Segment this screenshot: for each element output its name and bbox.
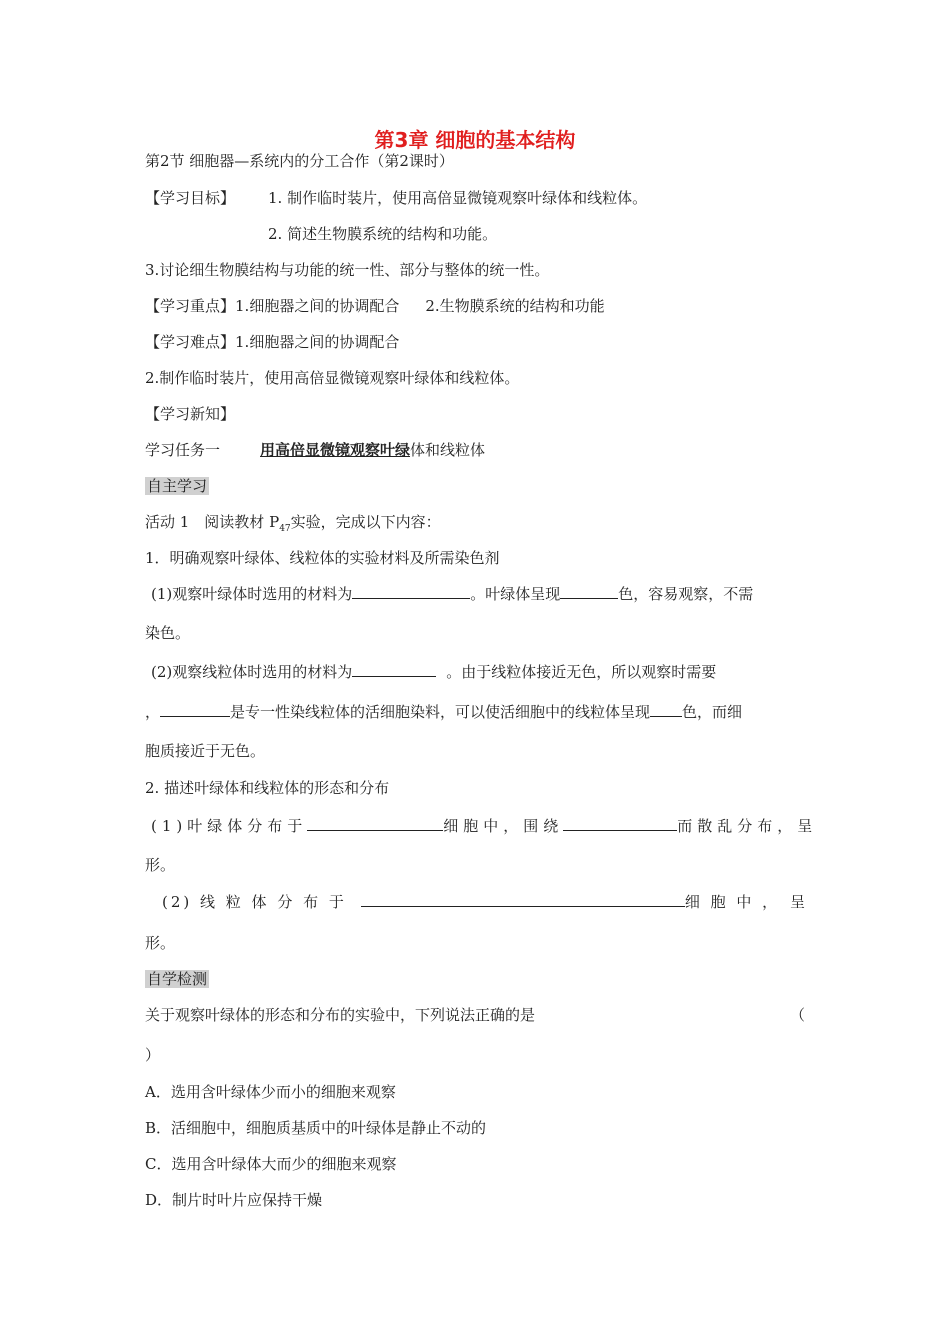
q1-p2-e: 色，而细 [682, 703, 743, 721]
q2-p2-row [162, 892, 780, 912]
blank-field[interactable] [307, 816, 443, 831]
q1-p2-row [151, 662, 716, 682]
objective-item-2: 2. 简述生物膜系统的结构和功能。 [268, 225, 498, 243]
q1-p2-c: ， [145, 703, 161, 721]
new-knowledge-heading: 【学习新知】 [145, 405, 236, 423]
option-b: B．活细胞中，细胞质基质中的叶绿体是静止不动的 [145, 1119, 487, 1137]
task1-suffix: 体和线粒体 [410, 441, 486, 459]
q2-p2-a: (2) 线 粒 体 分 布 于 [162, 893, 347, 911]
question-paren-close: ） [145, 1046, 161, 1064]
q2-p1-c: 而散乱分布，呈 [677, 817, 818, 835]
task1-prefix: 学习任务一 [145, 441, 221, 459]
q2-heading: 2. 描述叶绿体和线粒体的形态和分布 [145, 779, 390, 797]
q1-p1-row [151, 584, 753, 604]
difficulties-row [145, 332, 399, 352]
activity1-text-a: 活动 1 阅读教材 P [145, 513, 280, 531]
q1-heading: 1．明确观察叶绿体、线粒体的实验材料及所需染色剂 [145, 549, 500, 567]
objectives-label: 【学习目标】 [145, 189, 236, 207]
q1-p1-b: 。叶绿体呈现 [470, 585, 561, 603]
key-points-row [145, 296, 605, 316]
q1-p1-c: 色，容易观察，不需 [618, 585, 754, 603]
chapter-title: 第3章 细胞的基本结构 [374, 128, 576, 152]
blank-field[interactable] [160, 702, 230, 717]
blank-field[interactable] [560, 584, 618, 599]
q1-p2-f: 胞质接近于无色。 [145, 742, 266, 760]
blank-field[interactable] [650, 702, 682, 717]
q2-p1-row [151, 816, 817, 836]
blank-field[interactable] [352, 662, 436, 677]
self-test-label: 自学检测 [147, 970, 208, 988]
key-point-1: 1.细胞器之间的协调配合 [235, 297, 400, 315]
difficulty-1: 1.细胞器之间的协调配合 [235, 333, 400, 351]
key-points-label: 【学习重点】 [145, 297, 236, 315]
q2-p2-b: 细 胞 中 ， [684, 893, 781, 911]
key-point-2: 2.生物膜系统的结构和功能 [425, 297, 605, 315]
activity1-text-b: 实验，完成以下内容： [290, 513, 441, 531]
task1-underlined: 用高倍显微镜观察叶绿 [260, 441, 411, 459]
self-test-row [145, 969, 209, 989]
difficulties-label: 【学习难点】 [145, 333, 236, 351]
activity1-subscript: 47 [279, 524, 291, 534]
blank-field[interactable] [361, 892, 685, 907]
q2-p1-b: 细胞中，围绕 [443, 817, 564, 835]
difficulty-2: 2.制作临时装片，使用高倍显微镜观察叶绿体和线粒体。 [145, 369, 520, 387]
blank-field[interactable] [563, 816, 677, 831]
question-stem: 关于观察叶绿体的形态和分布的实验中，下列说法正确的是 [145, 1006, 536, 1024]
q1-p1-d: 染色。 [145, 624, 191, 642]
activity1-row [145, 512, 441, 539]
objectives-row-1 [145, 188, 235, 208]
q1-p2-d: 是专一性染线粒体的活细胞染料，可以使活细胞中的线粒体呈现 [230, 703, 651, 721]
q2-p1-a: (1)叶绿体分布于 [151, 817, 308, 835]
q1-p1-a: (1)观察叶绿体时选用的材料为 [151, 585, 353, 603]
option-d: D．制片时叶片应保持干燥 [145, 1191, 323, 1209]
objective-item-3: 3.讨论细生物膜结构与功能的统一性、部分与整体的统一性。 [145, 261, 550, 279]
objective-item-1: 1. 制作临时装片，使用高倍显微镜观察叶绿体和线粒体。 [268, 189, 648, 207]
section-title: 第2节 细胞器—系统内的分工合作（第2课时） [145, 152, 454, 170]
blank-field[interactable] [352, 584, 470, 599]
q2-p2-c: 呈 [790, 893, 806, 911]
q1-p2-row-2 [145, 702, 742, 722]
self-study-label: 自主学习 [147, 477, 208, 495]
option-a: A．选用含叶绿体少而小的细胞来观察 [145, 1083, 396, 1101]
q2-p2-d: 形。 [145, 934, 176, 952]
task1-row [145, 440, 485, 460]
q1-p2-b: 。由于线粒体接近无色，所以观察时需要 [446, 663, 717, 681]
question-paren-open: （ [790, 1006, 806, 1024]
self-study-row [145, 476, 209, 496]
q1-p2-a: (2)观察线粒体时选用的材料为 [151, 663, 353, 681]
q2-p1-d: 形。 [145, 856, 176, 874]
option-c: C．选用含叶绿体大而少的细胞来观察 [145, 1155, 397, 1173]
